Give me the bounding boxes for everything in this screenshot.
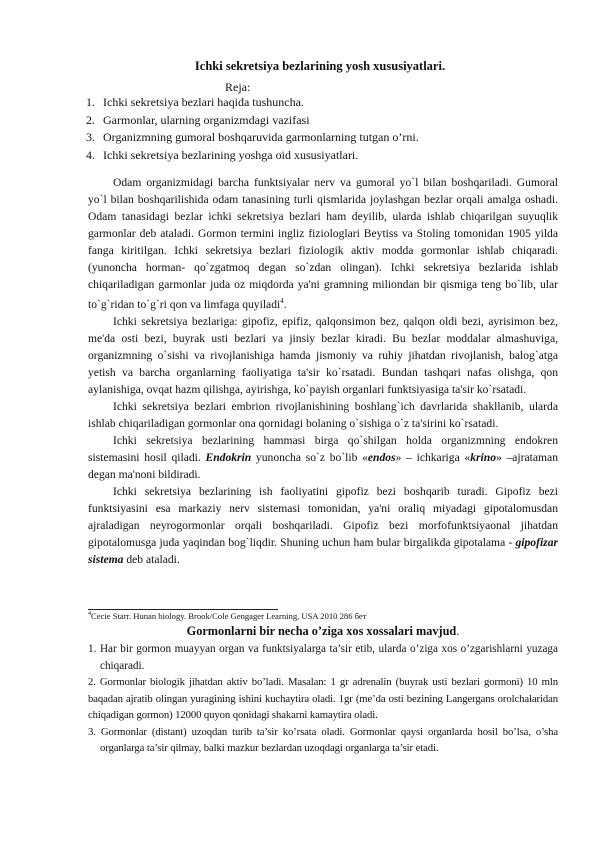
plan-item	[86, 94, 419, 112]
properties-list	[88, 641, 558, 757]
paragraph-text: Ichki sekretsiya bezlarining ish faoliyatini gipofiz bezi boshqarib turadi. Gipofiz bezi funktsiyasini esa markaziy nerv sistemasi tomonidan, ya'ni oraliq miyadagi gipotalomusdan ajraladigan neyrogormonlar orqali boshqariladi. Gipofiz bezi morfofunktsiyaonal jihatdan gipotalomusga juda yaqindan bog`liqdir. Shuning uchun ham bular birgalikda gipotalama -	[88, 484, 558, 549]
list-item: 1. Har bir gormon muayyan organ va funktsiyalarga ta’sir etib, ularda o’ziga xos o’zgarishlarni yuzaga chiqaradi.	[88, 643, 558, 672]
plan-item	[86, 112, 419, 130]
plan-item-text: Ichki sekretsiya bezlarining yoshga oid xususiyatlari.	[103, 147, 359, 162]
paragraph-text: Odam organizmidagi barcha funktsiyalar nerv va gumoral yo`l bilan boshqariladi. Gumoral yo`l bilan boshqarilishida odam tanasining turli qismlarida joylashgan bezlar orqali amalga oshadi. Odam tanasidagi bezlar ichki sekretsiya bezlari ham deyilib, ularda ishlab chiqarilgan suyuqlik garmonlar deb ataladi. Gormon termini ingliz fiziologlari Beytiss va Stoling tomonidan 1905 yilda fanga kiritilgan. Ichki sekretsiya bezlari fiziologik aktiv modda gormonlar ishlab chiqaradi. (yunoncha horman- qo`zgatmoq degan so`zdan olingan). Ichki sekretsiya bezlarida ishlab chiqariladigan garmonlar juda oz miqdorda ya'ni gramning miliondan bir qismiga teng bo`lib, ular to`g`ridan to`g`ri qon va limfaga quyiladi	[88, 176, 558, 311]
footnote-text: Cecie Starr. Hunan biology. Brook/Cole Gengager Learning, USA 2010 286 бет	[91, 611, 367, 621]
document-title: Ichki sekretsiya bezlarining yosh xususiyatlari.	[194, 59, 446, 73]
plan-item-number: 2.	[86, 112, 95, 127]
footnote-separator	[88, 609, 278, 610]
footnote-number: 4	[88, 611, 91, 618]
paragraph-text: Ichki sekretsiya bezlarining hammasi birga qo`shilgan holda organizmning endokren sistemasini hosil qiladi.	[88, 433, 558, 464]
plan-item-text: Ichki sekretsiya bezlari haqida tushuncha.	[103, 95, 304, 109]
paragraph: Ichki sekretsiya bezlariga: gipofiz, epifiz, qalqonsimon bez, qalqon oldi bezi, ayrisimon bez, me'da osti bezi, buyrak usti bezlari va jinsiy bezlar kiradi. Bu bezlar moddalar almashuviga, organizmning o`sishi va rivojlanishiga hamda jismoniy va ruhiy jihatdan rivojlanish, balog`atga yetish va barcha organlarning faoliyatiga ta'sir ko`rsatadi. Bundan tashqari nafas olishga, qon aylanishiga, ovqat hazm qilishga, ayirishga, ko`payish organlari funktsiyasiga ta'sir ko`rsatadi.	[88, 314, 558, 396]
paragraph-end: .	[283, 297, 287, 311]
paragraph	[88, 174, 558, 313]
paragraph	[88, 483, 558, 568]
plan-item	[86, 147, 419, 165]
paragraph-text: » –ajrataman degan ma'noni bildiradi.	[88, 450, 558, 481]
plan-item-text: Garmonlar, ularning organizmdagi vazifasi	[103, 112, 310, 127]
section-subtitle	[88, 624, 558, 639]
term-endokrin: Endokrin	[205, 450, 252, 464]
plan-item	[86, 129, 419, 147]
list-item: 2. Gormonlar biologik jihatdan aktiv bo’ladi. Masalan: 1 gr adrenalin (buyrak usti bezlari gormoni) 10 mln baqadan ajratib olingan yuragining ishini kuchaytira oladi. 1gr (me’da osti bezining Langergans orolchalaridan chiqadigan gormon) 12000 quyon qonidagi shakarni kamaytira oladi.	[88, 676, 558, 721]
plan-item-number: 3.	[86, 130, 95, 144]
plan-item-number: 1.	[86, 95, 95, 109]
plan-list	[86, 94, 419, 164]
paragraph-text: » – ichkariga «	[395, 450, 471, 464]
section-subtitle-end: .	[456, 624, 460, 638]
term-gipofizar-sistema: gipofizar sistema	[88, 535, 558, 566]
term-krino: krino	[470, 450, 496, 464]
plan-item-number: 4.	[86, 147, 95, 162]
paragraph-text: deb ataladi.	[123, 552, 180, 566]
paragraph: Ichki sekretsiya bezlari embrion rivojlanishining boshlang`ich davrlarida shakllanib, ularda ishlab chiqariladigan gormonlar ona qornidagi bolaning o`sishiga o`z ta'sirini ko`rsatadi.	[88, 399, 558, 430]
plan-item-text: Organizmning gumoral boshqaruvida garmonlarning tutgan o’rni.	[103, 130, 419, 144]
paragraph	[88, 432, 558, 483]
body-text	[88, 174, 558, 568]
section-subtitle-text: Gormonlarni bir necha o’ziga xos xossalari mavjud	[186, 624, 457, 638]
list-item: 3. Gormonlar (distant) uzoqdan turib ta’sir ko’rsata oladi. Gormonlar qaysi organlarda hosil bo’lsa, o’sha organlarga ta’sir qilmay, balki mazkur bezlardan uzoqdagi organlarga ta’sir etadi.	[88, 725, 558, 754]
footnote-reference: 4	[280, 297, 284, 305]
footnote	[88, 611, 366, 621]
plan-heading: Reja:	[225, 80, 251, 94]
paragraph-text: yunoncha so`z bo`lib «	[251, 450, 368, 464]
term-endos: endos	[367, 450, 396, 464]
